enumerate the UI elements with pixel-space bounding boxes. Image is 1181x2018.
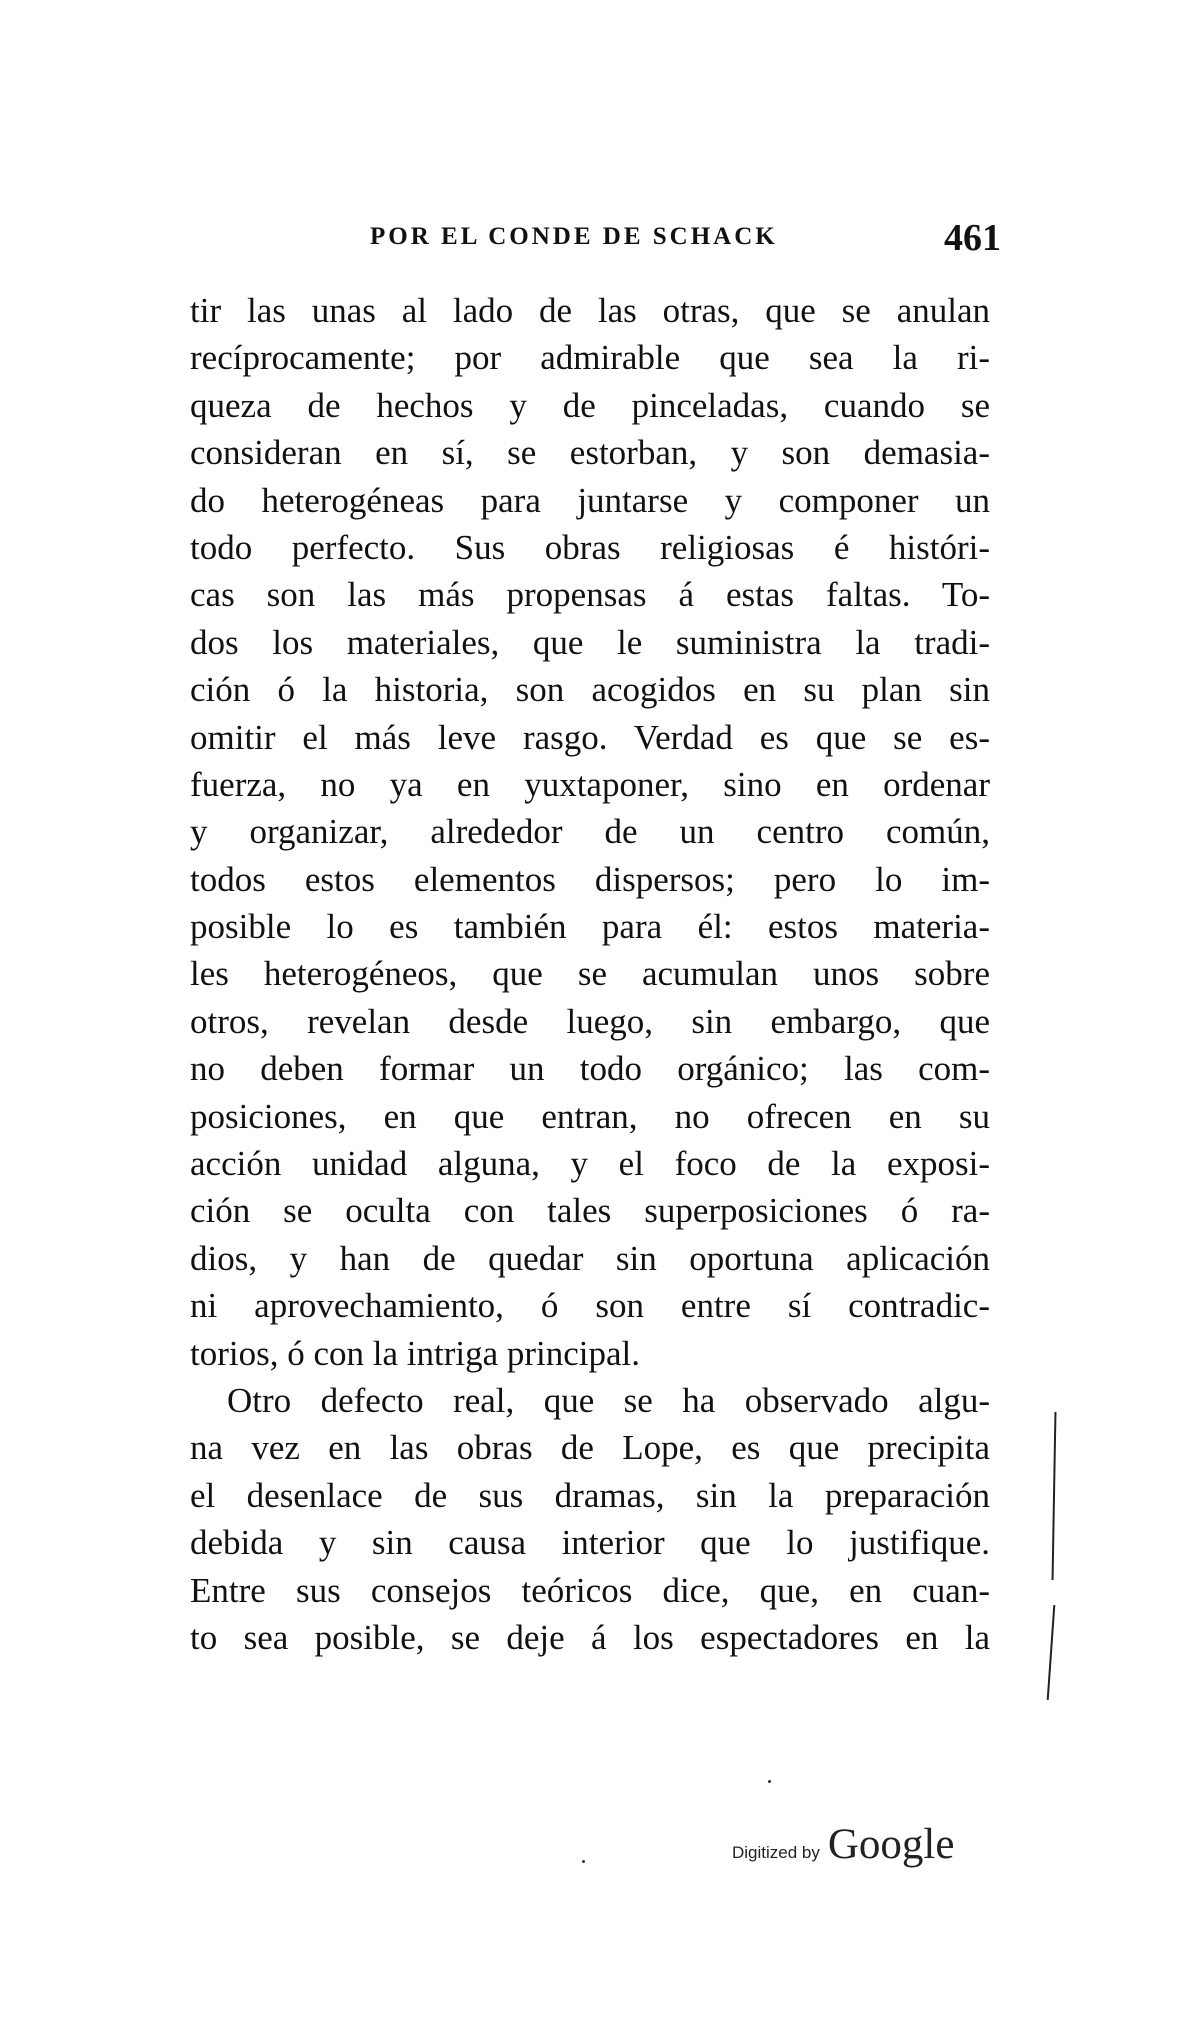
text-line: debida y sin causa interior que lo justifique. <box>190 1523 990 1563</box>
text-line: recíprocamente; por admirable que sea la ri- <box>190 338 990 378</box>
paragraph-2 <box>190 1377 990 1661</box>
text-line: Entre sus consejos teóricos dice, que, en cuan- <box>190 1570 990 1610</box>
text-line: queza de hechos y de pinceladas, cuando se <box>190 385 990 425</box>
running-title: POR EL CONDE DE SCHACK <box>370 223 778 250</box>
text-line: les heterogéneos, que se acumulan unos sobre <box>190 954 990 994</box>
page-number: 461 <box>944 217 1001 259</box>
text-line: ni aprovechamiento, ó son entre sí contradic- <box>190 1286 990 1326</box>
text-line: posible lo es también para él: estos materia- <box>190 907 990 947</box>
paragraph-1 <box>190 287 990 1377</box>
text-line: dos los materiales, que le suministra la tradi- <box>190 622 990 662</box>
text-line: otros, revelan desde luego, sin embargo, que <box>190 1001 990 1041</box>
text-line: fuerza, no ya en yuxtaponer, sino en ordenar <box>190 764 990 804</box>
margin-pencil-mark <box>1052 1412 1057 1580</box>
text-line: posiciones, en que entran, no ofrecen en su <box>190 1096 990 1136</box>
text-line: to sea posible, se deje á los espectadores en la <box>190 1617 990 1657</box>
digitized-watermark <box>732 1820 954 1869</box>
text-line: ción se oculta con tales superposiciones ó ra- <box>190 1191 990 1231</box>
text-line: na vez en las obras de Lope, es que precipita <box>190 1428 990 1468</box>
text-line: acción unidad alguna, y el foco de la exposi- <box>190 1144 990 1184</box>
text-line: tir las unas al lado de las otras, que se anulan <box>190 291 990 330</box>
text-line: todos estos elementos dispersos; pero lo im- <box>190 859 990 899</box>
text-line: Otro defecto real, que se ha observado algu- <box>227 1380 990 1420</box>
text-line: omitir el más leve rasgo. Verdad es que se es- <box>190 717 990 757</box>
text-line: ción ó la historia, son acogidos en su plan sin <box>190 670 990 710</box>
text-line: el desenlace de sus dramas, sin la preparación <box>190 1475 990 1515</box>
paper-speck <box>768 1780 771 1783</box>
text-line: todo perfecto. Sus obras religiosas é históri- <box>190 527 990 567</box>
text-line: y organizar, alrededor de un centro común, <box>190 812 990 852</box>
text-line: cas son las más propensas á estas faltas. To- <box>190 575 990 615</box>
text-line: dios, y han de quedar sin oportuna aplicación <box>190 1238 990 1278</box>
text-line: consideran en sí, se estorban, y son demasia- <box>190 433 990 473</box>
margin-pencil-mark <box>1047 1605 1056 1700</box>
body-text <box>190 287 990 1661</box>
paper-speck <box>582 1860 585 1863</box>
text-line: do heterogéneas para juntarse y componer un <box>190 480 990 520</box>
watermark-prefix: Digitized by <box>732 1843 820 1862</box>
google-logo: Google <box>827 1821 955 1868</box>
text-line: torios, ó con la intriga principal. <box>190 1333 641 1373</box>
text-line: no deben formar un todo orgánico; las com- <box>190 1049 990 1089</box>
